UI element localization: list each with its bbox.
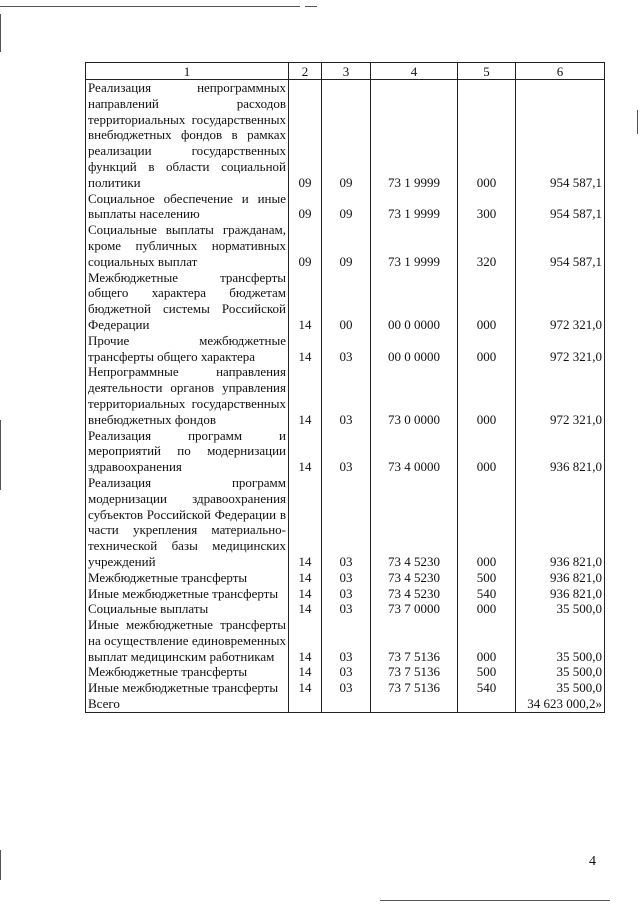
expense-name-cell: Реализация программ и мероприятий по модернизации здравоохранения <box>86 428 289 475</box>
expense-name-cell: Межбюджетные трансферты <box>86 570 289 586</box>
expense-type-cell: 540 <box>458 586 516 602</box>
target-item-cell: 73 0 0000 <box>371 364 458 427</box>
table-row <box>86 428 605 475</box>
table-row <box>86 270 605 333</box>
expense-name-cell: Межбюджетные трансферты общего характера бюджетам бюджетной системы Российской Федерации <box>86 270 289 333</box>
subsection-code-cell <box>322 696 371 712</box>
scan-edge-line <box>0 6 300 7</box>
table-row <box>86 617 605 664</box>
expense-name-cell: Прочие межбюджетные трансферты общего характера <box>86 333 289 365</box>
total-row <box>86 696 605 712</box>
amount-cell: 954 587,1 <box>516 191 605 223</box>
expense-type-cell: 000 <box>458 617 516 664</box>
subsection-code-cell: 03 <box>322 428 371 475</box>
expense-type-cell: 000 <box>458 475 516 570</box>
subsection-code-cell: 03 <box>322 680 371 696</box>
expense-name-cell: Непрограммные направления деятельности органов управления территориальных государственных внебюджетных фондов <box>86 364 289 427</box>
section-code-cell: 14 <box>289 586 322 602</box>
expense-type-cell: 000 <box>458 80 516 191</box>
subsection-code-cell: 03 <box>322 364 371 427</box>
subsection-code-cell: 09 <box>322 191 371 223</box>
expense-type-cell: 300 <box>458 191 516 223</box>
table-row <box>86 664 605 680</box>
column-header: 4 <box>371 63 458 80</box>
expense-name-cell: Социальные выплаты гражданам, кроме публичных нормативных социальных выплат <box>86 222 289 269</box>
table-row <box>86 191 605 223</box>
expense-type-cell <box>458 696 516 712</box>
target-item-cell <box>371 696 458 712</box>
section-code-cell: 14 <box>289 680 322 696</box>
expense-type-cell: 000 <box>458 364 516 427</box>
target-item-cell: 00 0 0000 <box>371 270 458 333</box>
scan-edge-line <box>637 110 638 134</box>
subsection-code-cell: 03 <box>322 586 371 602</box>
expense-name-cell: Иные межбюджетные трансферты <box>86 680 289 696</box>
amount-cell: 972 321,0 <box>516 333 605 365</box>
table-row <box>86 80 605 191</box>
total-label-cell: Всего <box>86 696 289 712</box>
amount-cell: 936 821,0 <box>516 475 605 570</box>
subsection-code-cell: 03 <box>322 475 371 570</box>
scan-edge-line <box>0 14 1 52</box>
expense-type-cell: 000 <box>458 601 516 617</box>
subsection-code-cell: 03 <box>322 617 371 664</box>
column-header: 1 <box>86 63 289 80</box>
scan-edge-line <box>0 850 1 880</box>
section-code-cell: 14 <box>289 270 322 333</box>
expense-type-cell: 320 <box>458 222 516 269</box>
column-header: 2 <box>289 63 322 80</box>
section-code-cell: 09 <box>289 191 322 223</box>
amount-cell: 35 500,0 <box>516 601 605 617</box>
amount-cell: 35 500,0 <box>516 680 605 696</box>
subsection-code-cell: 03 <box>322 570 371 586</box>
expense-type-cell: 000 <box>458 270 516 333</box>
subsection-code-cell: 00 <box>322 270 371 333</box>
amount-cell: 936 821,0 <box>516 570 605 586</box>
scan-edge-line <box>380 900 610 901</box>
section-code-cell: 14 <box>289 601 322 617</box>
table-header-row <box>86 63 605 80</box>
target-item-cell: 73 7 0000 <box>371 601 458 617</box>
subsection-code-cell: 09 <box>322 80 371 191</box>
subsection-code-cell: 09 <box>322 222 371 269</box>
expense-name-cell: Социальное обеспечение и иные выплаты населению <box>86 191 289 223</box>
subsection-code-cell: 03 <box>322 664 371 680</box>
amount-cell: 954 587,1 <box>516 80 605 191</box>
amount-cell: 972 321,0 <box>516 364 605 427</box>
subsection-code-cell: 03 <box>322 601 371 617</box>
target-item-cell: 73 7 5136 <box>371 617 458 664</box>
column-header: 3 <box>322 63 371 80</box>
section-code-cell: 14 <box>289 664 322 680</box>
table-row <box>86 601 605 617</box>
section-code-cell: 14 <box>289 617 322 664</box>
table-row <box>86 475 605 570</box>
target-item-cell: 73 4 0000 <box>371 428 458 475</box>
section-code-cell: 09 <box>289 80 322 191</box>
target-item-cell: 73 7 5136 <box>371 680 458 696</box>
section-code-cell: 14 <box>289 333 322 365</box>
target-item-cell: 00 0 0000 <box>371 333 458 365</box>
table-row <box>86 333 605 365</box>
expense-type-cell: 000 <box>458 333 516 365</box>
expense-name-cell: Иные межбюджетные трансферты на осуществление единовременных выплат медицинским работникам <box>86 617 289 664</box>
table-row <box>86 364 605 427</box>
target-item-cell: 73 1 9999 <box>371 222 458 269</box>
expense-name-cell: Социальные выплаты <box>86 601 289 617</box>
column-header: 5 <box>458 63 516 80</box>
expense-type-cell: 000 <box>458 428 516 475</box>
amount-cell: 936 821,0 <box>516 428 605 475</box>
expense-name-cell: Иные межбюджетные трансферты <box>86 586 289 602</box>
expense-name-cell: Межбюджетные трансферты <box>86 664 289 680</box>
expense-name-cell: Реализация программ модернизации здравоохранения субъектов Российской Федерации в части укрепления материально-технической базы медицинских учреждений <box>86 475 289 570</box>
expense-type-cell: 500 <box>458 664 516 680</box>
total-amount-cell: 34 623 000,2» <box>516 696 605 712</box>
target-item-cell: 73 1 9999 <box>371 191 458 223</box>
amount-cell: 35 500,0 <box>516 617 605 664</box>
table-row <box>86 222 605 269</box>
amount-cell: 972 321,0 <box>516 270 605 333</box>
section-code-cell <box>289 696 322 712</box>
table-row <box>86 586 605 602</box>
subsection-code-cell: 03 <box>322 333 371 365</box>
section-code-cell: 09 <box>289 222 322 269</box>
table-row <box>86 680 605 696</box>
expense-name-cell: Реализация непрограммных направлений расходов территориальных государственных внебюджетных фондов в рамках реализации государственных функций в области социальной политики <box>86 80 289 191</box>
section-code-cell: 14 <box>289 428 322 475</box>
budget-table <box>85 62 605 713</box>
section-code-cell: 14 <box>289 364 322 427</box>
expense-type-cell: 500 <box>458 570 516 586</box>
expense-type-cell: 540 <box>458 680 516 696</box>
table-row <box>86 570 605 586</box>
section-code-cell: 14 <box>289 475 322 570</box>
target-item-cell: 73 7 5136 <box>371 664 458 680</box>
amount-cell: 35 500,0 <box>516 664 605 680</box>
target-item-cell: 73 4 5230 <box>371 570 458 586</box>
page-number: 4 <box>589 854 596 869</box>
target-item-cell: 73 4 5230 <box>371 586 458 602</box>
amount-cell: 936 821,0 <box>516 586 605 602</box>
amount-cell: 954 587,1 <box>516 222 605 269</box>
scan-edge-line <box>0 420 1 490</box>
target-item-cell: 73 1 9999 <box>371 80 458 191</box>
column-header: 6 <box>516 63 605 80</box>
section-code-cell: 14 <box>289 570 322 586</box>
target-item-cell: 73 4 5230 <box>371 475 458 570</box>
scan-edge-line <box>305 6 317 7</box>
